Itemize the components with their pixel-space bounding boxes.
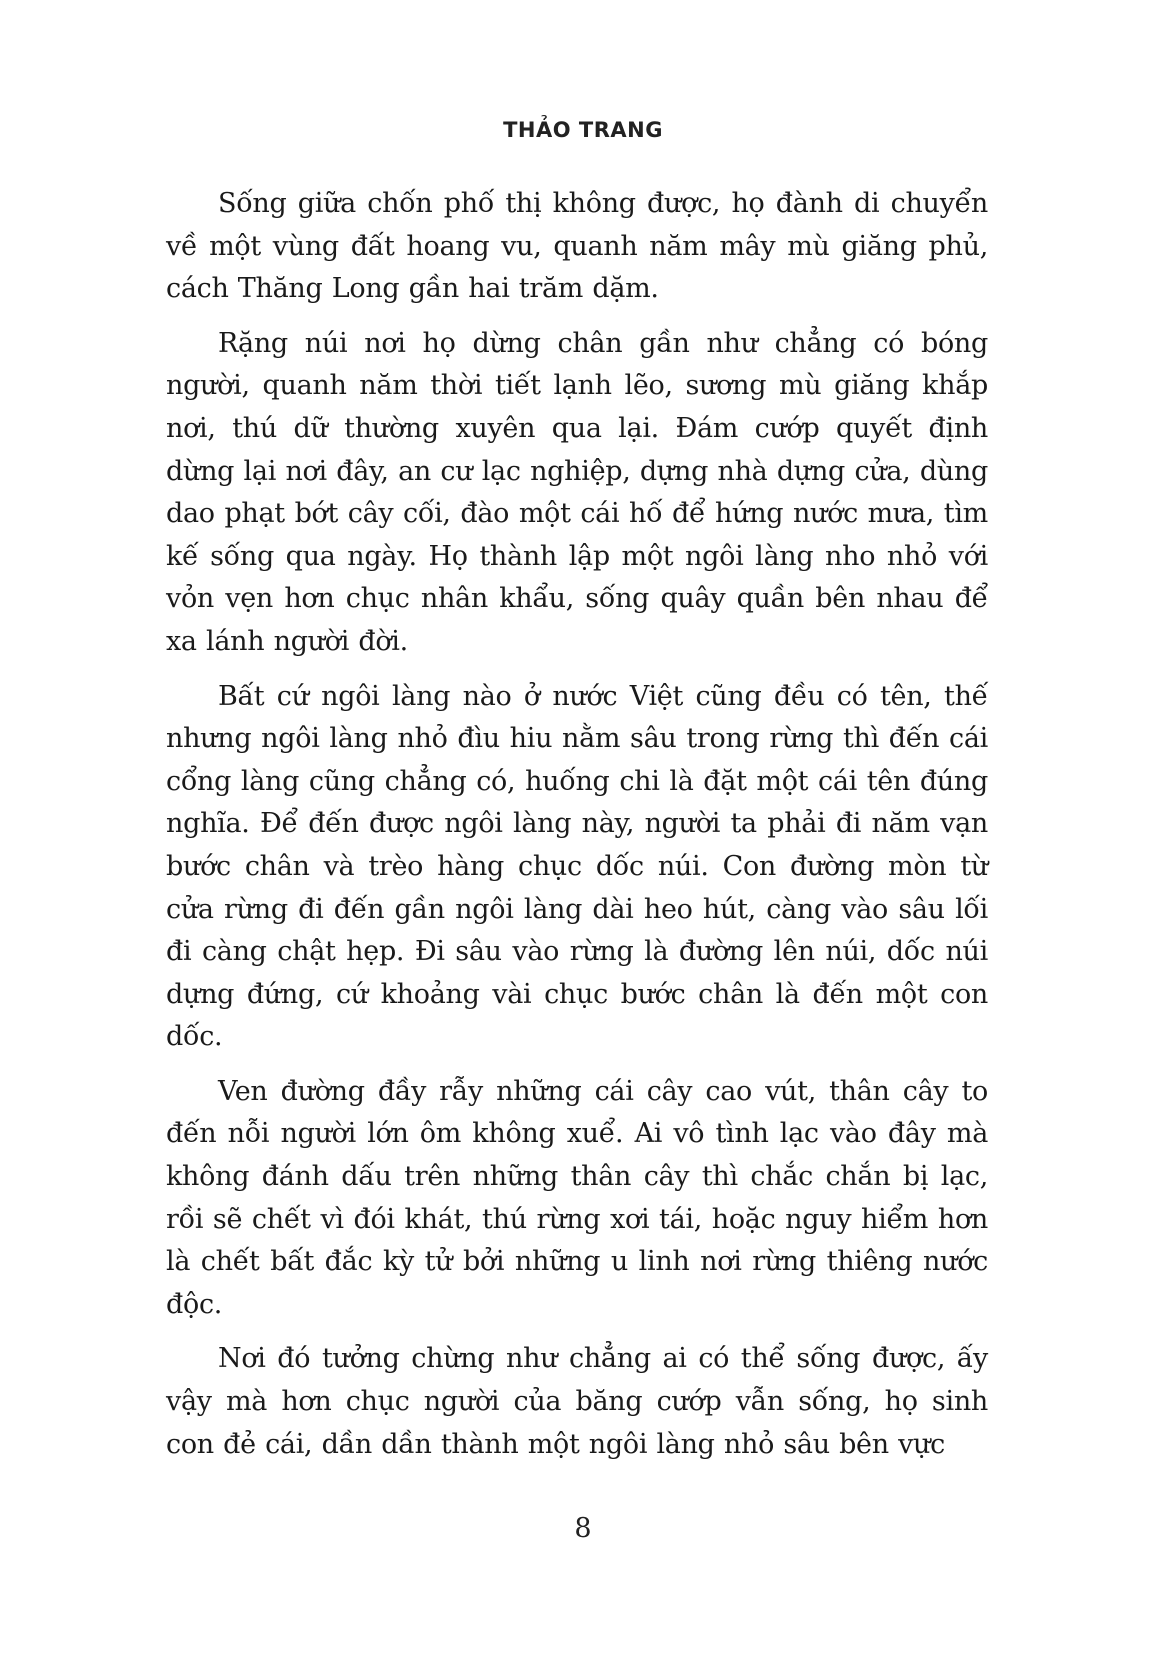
paragraph: Rặng núi nơi họ dừng chân gần như chẳng có bóng người, quanh năm thời tiết lạnh lẽo, sương mù giăng khắp nơi, thú dữ thường xuyên qua lại. Đám cướp quyết định dừng lại nơi đây, an cư lạc nghiệp, dựng nhà dựng cửa, dùng dao phạt bớt cây cối, đào một cái hố để hứng nước mưa, tìm kế sống qua ngày. Họ thành lập một ngôi làng nho nhỏ với vỏn vẹn hơn chục nhân khẩu, sống quây quần bên nhau để xa lánh người đời. (166, 327, 988, 657)
paragraph: Bất cứ ngôi làng nào ở nước Việt cũng đều có tên, thế nhưng ngôi làng nhỏ đìu hiu nằm sâu trong rừng thì đến cái cổng làng cũng chẳng có, huống chi là đặt một cái tên đúng nghĩa. Để đến được ngôi làng này, người ta phải đi năm vạn bước chân và trèo hàng chục dốc núi. Con đường mòn từ cửa rừng đi đến gần ngôi làng dài heo hút, càng vào sâu lối đi càng chật hẹp. Đi sâu vào rừng là đường lên núi, dốc núi dựng đứng, cứ khoảng vài chục bước chân là đến một con dốc. (166, 680, 988, 1053)
paragraph: Sống giữa chốn phố thị không được, họ đành di chuyển về một vùng đất hoang vu, quanh năm mây mù giăng phủ, cách Thăng Long gần hai trăm dặm. (166, 188, 988, 305)
paragraph: Ven đường đầy rẫy những cái cây cao vút, thân cây to đến nỗi người lớn ôm không xuể. Ai vô tình lạc vào đây mà không đánh dấu trên những thân cây thì chắc chắn bị lạc, rồi sẽ chết vì đói khát, thú rừng xơi tái, hoặc nguy hiểm hơn là chết bất đắc kỳ tử bởi những u linh nơi rừng thiêng nước độc. (166, 1075, 988, 1320)
body-text (166, 183, 988, 1478)
paragraph: Nơi đó tưởng chừng như chẳng ai có thể sống được, ấy vậy mà hơn chục người của băng cướp vẫn sống, họ sinh con đẻ cái, dần dần thành một ngôi làng nhỏ sâu bên vực (166, 1343, 988, 1460)
page-number: 8 (574, 1513, 592, 1544)
running-header-title: THẢO TRANG (503, 118, 663, 142)
